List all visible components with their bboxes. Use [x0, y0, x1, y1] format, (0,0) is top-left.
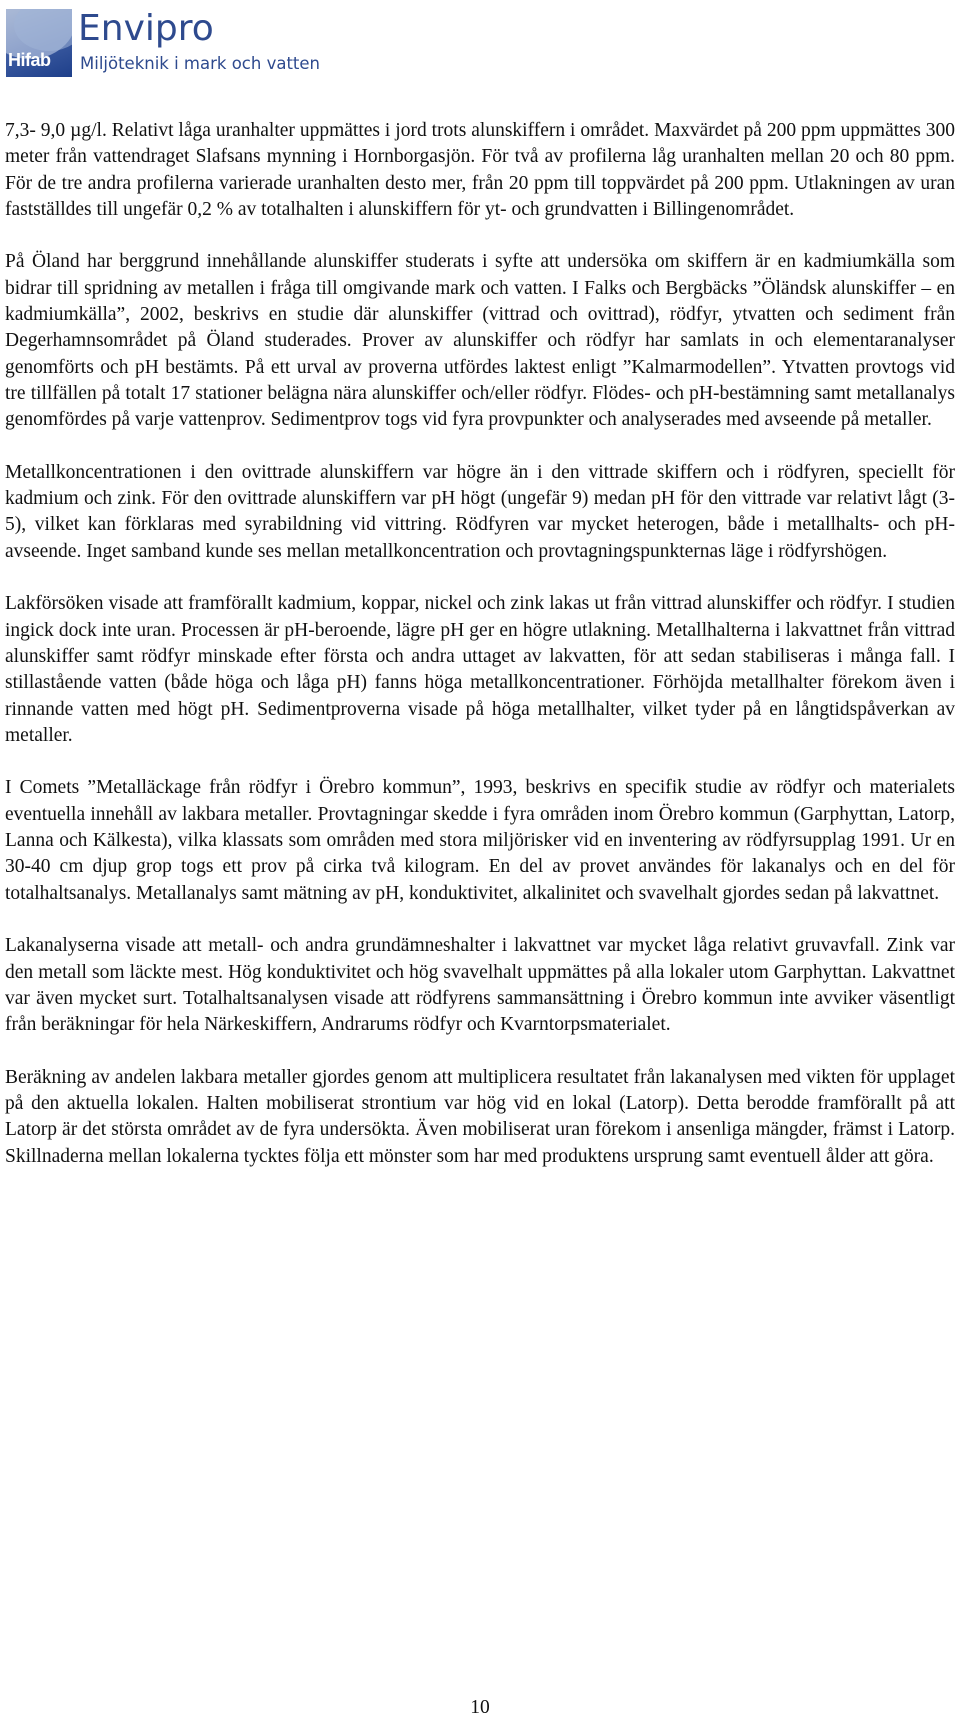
hifab-logo-mark: [6, 9, 72, 77]
company-logo: [6, 8, 320, 79]
document-body: [5, 118, 955, 1170]
paragraph-7: Beräkning av andelen lakbara metaller gjordes genom att multiplicera resultatet från lakanalysen med vikten för upplaget på den aktuella lokalen. Halten mobiliserat strontium var hög vid en lokal (Latorp). Detta berodde framförallt på att Latorp är det största området av de fyra undersökta. Även mobiliserat uran förekom i ansenliga mängder, främst i Latorp. Skillnaderna mellan lokalerna tycktes följa ett mönster som har med produktens ursprung samt eventuell ålder att göra.: [5, 1066, 955, 1167]
paragraph-3: Metallkoncentrationen i den ovittrade alunskiffern var högre än i den vittrade skiffern och i rödfyren, speciellt för kadmium och zink. För den ovittrade alunskiffern var pH högt (ungefär 9) medan pH för den vittrade var relativt lågt (3-5), vilket kan förklaras med syrabildning vid vittring. Rödfyren var mycket heterogen, både i metallhalts- och pH-avseende. Inget samband kunde ses mellan metallkoncentration och provtagningspunkternas läge i rödfyrshögen.: [5, 461, 955, 562]
paragraph-2: På Öland har berggrund innehållande alunskiffer studerats i syfte att undersöka om skiffern är en kadmiumkälla som bidrar till spridning av metallen i fråga till omgivande mark och vatten. I Falks och Bergbäcks ”Öländsk alunskiffer – en kadmiumkälla”, 2002, beskrivs en studie där alunskiffer (vittrad och ovittrad), rödfyr, ytvatten och sediment från Degerhamnsområdet på Öland studerades. Prover av alunskiffer och rödfyr har samlats in och elementaranalyser genomförts och pH bestämts. På ett urval av proverna utfördes laktest enligt ”Kalmarmodellen”. Ytvatten provtogs vid tre tillfällen på totalt 17 stationer belägna nära alunskiffer och/eller rödfyr. Flödes- och pH-bestämning samt metallanalys genomfördes på varje vattenprov. Sedimentprov togs vid fyra provpunkter och analyserades med avseende på metaller.: [5, 251, 955, 431]
paragraph-1: 7,3- 9,0 µg/l. Relativt låga uranhalter uppmättes i jord trots alunskiffern i området. Maxvärdet på 200 ppm uppmättes 300 meter från vattendraget Slafsans mynning i Hornborgasjön. För två av profilerna låg uranhalten mellan 20 och 80 ppm. För de tre andra profilerna varierade uranhalten desto mer, från 20 ppm till toppvärdet på 200 ppm. Utlakningen av uran fastställdes till ungefär 0,2 % av totalhalten i alunskiffern för yt- och grundvatten i Billingenområdet.: [5, 120, 955, 220]
logo-mark-text: Hifab: [8, 50, 51, 70]
paragraph-6: Lakanalyserna visade att metall- och andra grundämneshalter i lakvattnet var mycket låga relativt gruvavfall. Zink var den metall som läckte mest. Hög konduktivitet och hög svavelhalt uppmättes på alla lokaler utom Garphyttan. Lakvattnet var även mycket surt. Totalhaltsanalysen visade att rödfyrens sammansättning i Örebro kommun inte avviker väsentligt från beräkningar för hela Närkeskiffern, Andrarums rödfyr och Kvarntorpsmaterialet.: [5, 935, 955, 1036]
logo-tagline: Miljöteknik i mark och vatten: [80, 54, 320, 73]
logo-name: Envipro: [78, 8, 214, 49]
page-number: 10: [470, 1697, 490, 1718]
paragraph-4: Lakförsöken visade att framförallt kadmium, koppar, nickel och zink lakas ut från vittrad alunskiffer och rödfyr. I studien ingick dock inte uran. Processen är pH-beroende, lägre pH ger en högre utlakning. Metallhalterna i lakvattnet från vittrad alunskiffer samt rödfyr minskade efter första och andra uttaget av lakvatten, för att sedan stabiliseras i många fall. I stillastående vatten (både höga och låga pH) fanns höga metallkoncentrationer. Förhöjda metallhalter förekom även i rinnande vatten med högt pH. Sedimentproverna visade på höga metallhalter, vilket tyder på en långtidspåverkan av metaller.: [5, 593, 955, 746]
paragraph-5: I Comets ”Metalläckage från rödfyr i Örebro kommun”, 1993, beskrivs en specifik studie av rödfyr och materialets eventuella innehåll av lakbara metaller. Provtagningar skedde i fyra områden inom Örebro kommun (Garphyttan, Latorp, Lanna och Kälkesta), vilka klassats som områden med stora miljörisker vid en inventering av rödfyrsupplag 1991. Ur en 30-40 cm djup grop togs ett prov på cirka två kilogram. En del av provet användes för lakanalys och en del för totalhaltsanalys. Metallanalys samt mätning av pH, konduktivitet, alkalinitet och svavelhalt gjordes sedan på lakvattnet.: [5, 777, 955, 904]
